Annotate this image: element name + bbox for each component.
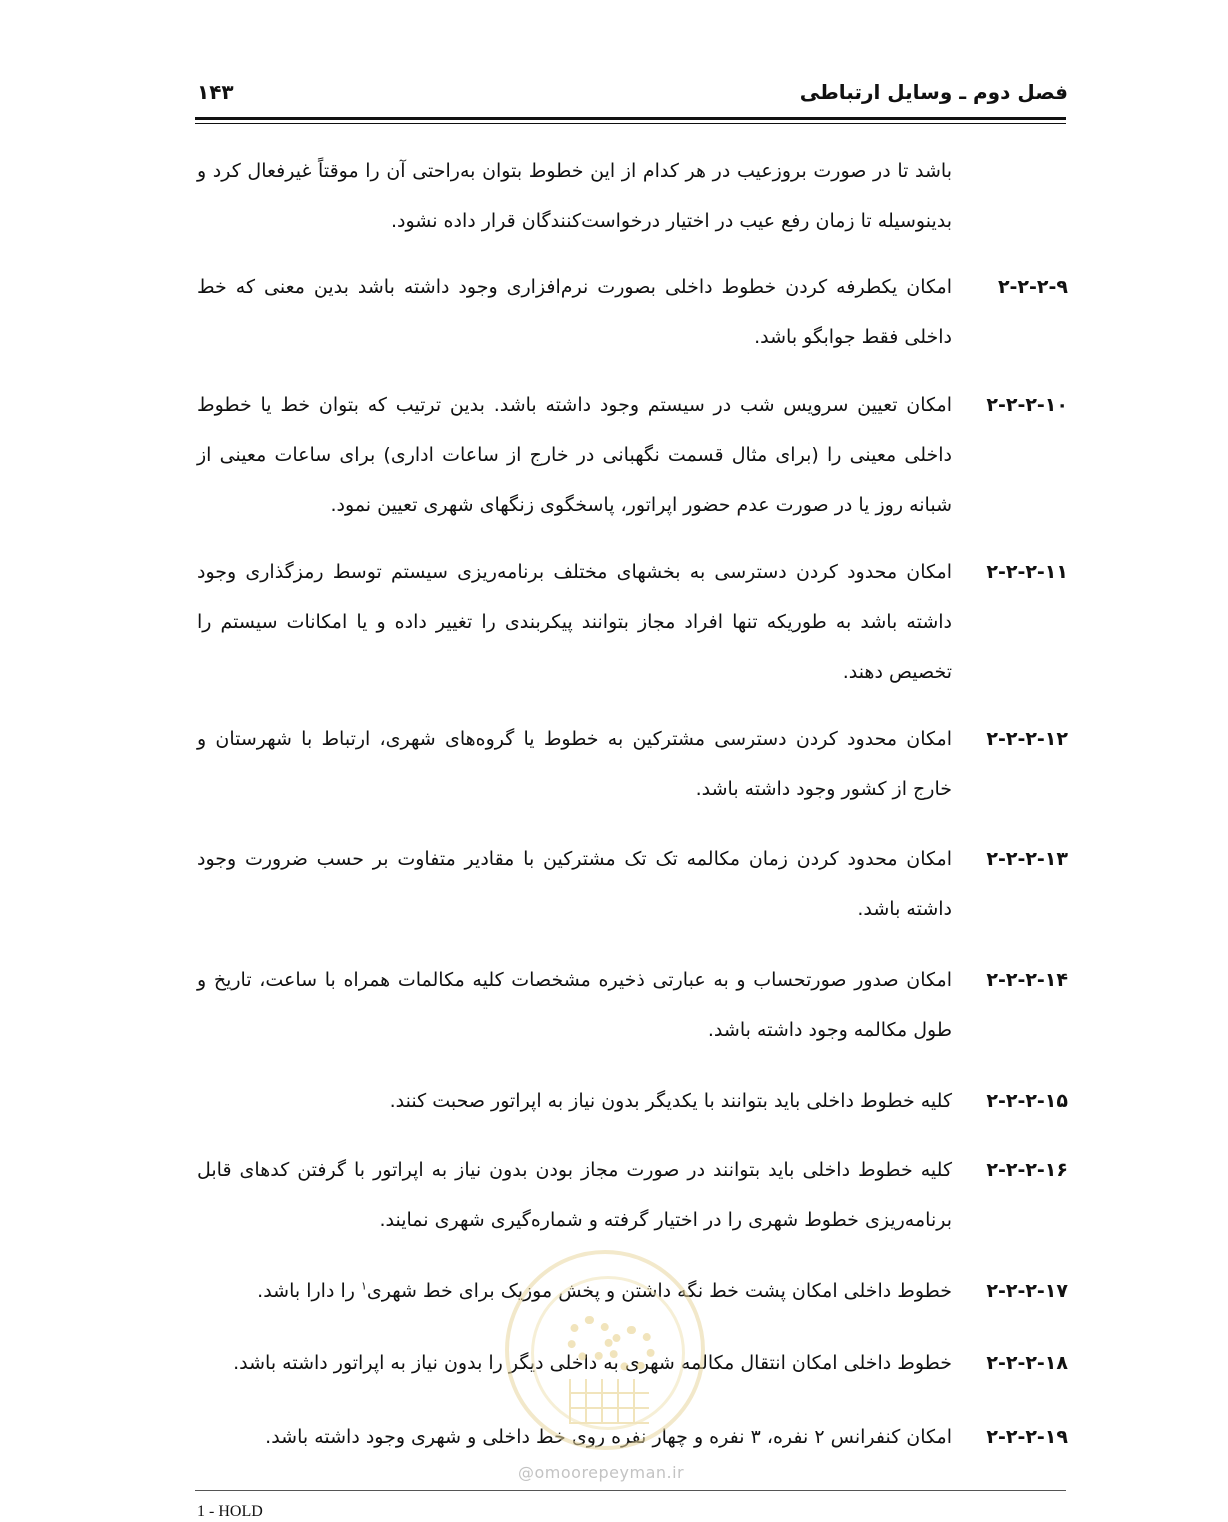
item-number: ۲-۲-۲-۱۰ [986,394,1068,416]
item-number: ۲-۲-۲-۱۸ [986,1352,1068,1374]
item-text: امکان کنفرانس ۲ نفره، ۳ نفره و چهار نفره روی خط داخلی و شهری وجود داشته باشد. [265,1426,952,1448]
running-header-title: فصل دوم ـ وسایل ارتباطی [799,80,1068,104]
item-number: ۲-۲-۲-۱۷ [986,1280,1068,1302]
item-number: ۲-۲-۲-۱۳ [986,848,1068,870]
item-number: ۲-۲-۲-۱۹ [986,1426,1068,1448]
item-number: ۲-۲-۲-۱۶ [986,1159,1068,1181]
item-number: ۲-۲-۲-۱۵ [986,1090,1068,1112]
gear-icon [609,1326,655,1372]
footnote-rule [195,1490,1066,1491]
gear-icon [567,1316,613,1362]
item-text: امکان محدود کردن دسترسی به بخشهای مختلف برنامه‌ریزی سیستم توسط رمزگذاری وجود داشته باشد به طوریکه تنها افراد مجاز بتوانند پیکربندی را تغییر داده و یا امکانات سیستم را تخصیص دهند. [197,561,952,683]
header-rule-thick [195,117,1066,120]
watermark-seal [505,1250,705,1450]
footnote: 1 - HOLD [197,1503,263,1520]
watermark-site: @omoorepeyman.ir [518,1463,685,1482]
header-rule-thin [195,123,1066,124]
item-number: ۲-۲-۲-۹ [997,276,1068,298]
intro-paragraph: باشد تا در صورت بروزعیب در هر کدام از این خطوط بتوان به‌راحتی آن را موقتاً غیرفعال کرد و بدینوسیله تا زمان رفع عیب در اختیار درخواست‌کنندگان قرار داده نشود. [197,160,952,232]
item-text: امکان محدود کردن دسترسی مشترکین به خطوط یا گروه‌های شهری، ارتباط با شهرستان و خارج از کشور وجود داشته باشد. [197,728,952,800]
item-text: کلیه خطوط داخلی باید بتوانند در صورت مجاز بودن بدون نیاز به اپراتور با گرفتن کدهای قابل برنامه‌ریزی خطوط شهری را در اختیار گرفته و شماره‌گیری شهری نمایند. [197,1159,952,1231]
item-text-main: خطوط داخلی امکان پشت خط نگه داشتن و پخش موزیک برای خط شهری [366,1280,952,1302]
footnote-marker[interactable]: ۱ [360,1279,367,1293]
item-text: امکان یکطرفه کردن خطوط داخلی بصورت نرم‌افزاری وجود داشته باشد بدین معنی که خط داخلی فقط جوابگو باشد. [197,276,952,348]
item-number: ۲-۲-۲-۱۲ [986,728,1068,750]
item-text: امکان تعیین سرویس شب در سیستم وجود داشته باشد. بدین ترتیب که بتوان خط یا خطوط داخلی معینی را (برای مثال قسمت نگهبانی در خارج از ساعات اداری) برای ساعات معینی از شبانه روز یا در صورت عدم حضور اپراتور، پاسخگوی زنگهای شهری تعیین نمود. [197,394,952,516]
item-text: امکان محدود کردن زمان مکالمه تک تک مشترکین با مقادیر متفاوت بر حسب ضرورت وجود داشته باشد. [197,848,952,920]
page-number: ۱۴۳ [197,80,234,104]
grid-icon [569,1379,649,1424]
item-text: امکان صدور صورتحساب و به عبارتی ذخیره مشخصات کلیه مکالمات همراه با ساعت، تاریخ و طول مکالمه وجود داشته باشد. [197,969,952,1041]
item-text-end: را دارا باشد. [257,1280,361,1302]
item-number: ۲-۲-۲-۱۴ [986,969,1068,991]
item-number: ۲-۲-۲-۱۱ [986,561,1068,583]
item-text: خطوط داخلی امکان انتقال مکالمه شهری به داخلی دیگر را بدون نیاز به اپراتور داشته باشد. [233,1352,952,1374]
item-text: کلیه خطوط داخلی باید بتوانند با یکدیگر بدون نیاز به اپراتور صحبت کنند. [389,1090,952,1112]
